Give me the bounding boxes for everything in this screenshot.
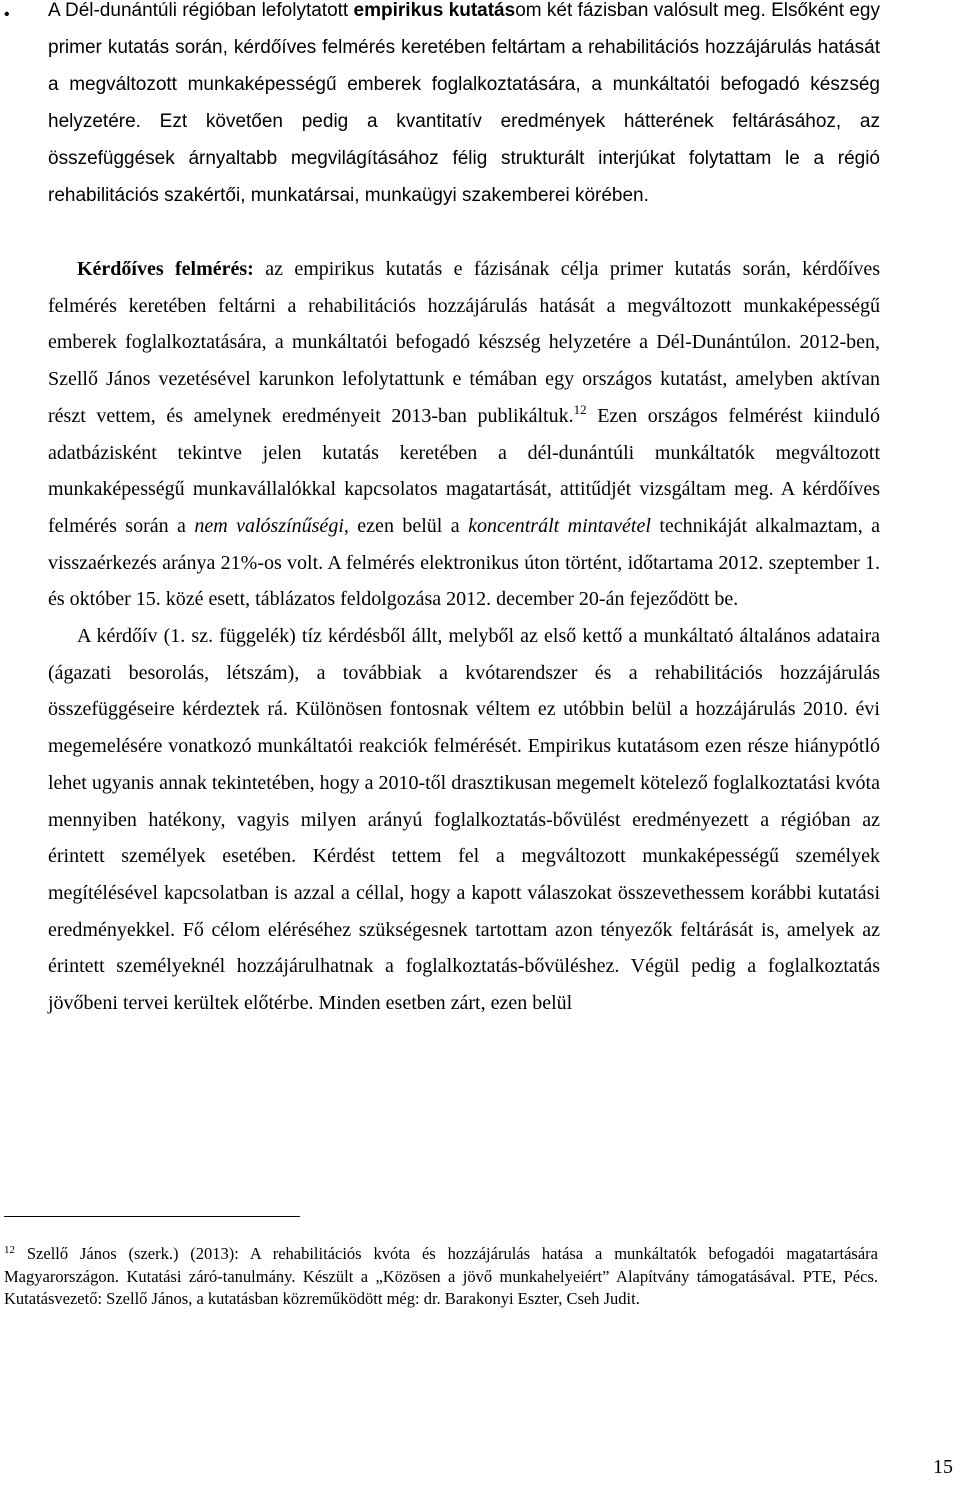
footnote — [4, 1243, 878, 1311]
bullet-bold-term: empirikus kutatás — [353, 0, 516, 21]
bullet-paragraph — [48, 0, 880, 214]
paragraph-text-part-3: , ezen belül a — [343, 514, 469, 537]
italic-term-sampling: koncentrált mintavétel — [468, 514, 651, 537]
italic-term-nonprobability: nem valószínűségi — [194, 514, 344, 537]
footnote-separator — [4, 1216, 300, 1217]
body-text — [48, 251, 880, 1022]
paragraph-questionnaire-structure: A kérdőív (1. sz. függelék) tíz kérdésből állt, melyből az első kettő a munkáltató általános adataira (ágazati besorolás, létszám), a továbbiak a kvótarendszer és a rehabilitációs hozzájárulás összefüggéseire kérdeztek rá. Különösen fontosnak véltem ez utóbbin belül a hozzájárulás 2010. évi megemelésére vonatkozó munkáltatói reakciók felmérését. Empirikus kutatásom ezen része hiánypótló lehet ugyanis annak tekintetében, hogy a 2010-től drasztikusan megemelt kötelező foglalkoztatási kvóta mennyiben hatékony, vagyis milyen arányú foglalkoztatás-bővülést eredményezett a régióban az érintett személyek esetében. Kérdést tettem fel a megváltozott munkaképességű személyek megítélésével kapcsolatban is azzal a céllal, hogy a kapott válaszokat összevethessem korábbi kutatási eredményekkel. Fő célom eléréséhez szükségesnek tartottam azon tényezők feltárását is, amelyek az érintett személyeknél hozzájárulhatnak a foglalkoztatás-bővüléshez. Végül pedig a foglalkoztatás jövőbeni tervei kerültek előtérbe. Minden esetben zárt, ezen belül — [48, 625, 880, 1015]
bullet-point-icon: • — [4, 6, 10, 23]
paragraph-questionnaire — [48, 251, 880, 618]
footnote-text: Szellő János (szerk.) (2013): A rehabilitációs kvóta és hozzájárulás hatása a munkáltatók befogadói magatartására Magyarországon. Kutatási záró-tanulmány. Készült a „Közösen a jövő munkahelyeiért” Alapítvány támogatásával. PTE, Pécs. Kutatásvezető: Szellő János, a kutatásban közreműködött még: dr. Barakonyi Eszter, Cseh Judit. — [4, 1244, 878, 1308]
bullet-text-start: A Dél-dunántúli régióban lefolytatott — [48, 0, 354, 21]
paragraph-bold-lead: Kérdőíves felmérés: — [77, 258, 254, 280]
paragraph-text-part-2: Ezen országos felmérést kiinduló adatbázisként tekintve jelen kutatás keretében a dél-dunántúli munkáltatók megváltozott munkaképességű munkavállalókkal kapcsolatos magatartását, attitűdjét vizsgáltam meg. A kérdőíves felmérés során a — [48, 404, 880, 537]
paragraph-text-part-4: technikáját alkalmaztam, a visszaérkezés aránya 21%-os volt. A felmérés elektronikus úton történt, időtartama 2012. szeptember 1. és október 15. közé esett, táblázatos feldolgozása 2012. december 20-án fejeződött be. — [48, 514, 881, 611]
footnote-reference[interactable]: 12 — [573, 401, 587, 417]
page-number: 15 — [933, 1456, 953, 1478]
bullet-text-rest: om két fázisban valósult meg. Elsőként egy primer kutatás során, kérdőíves felmérés keretében feltártam a rehabilitációs hozzájárulás hatását a megváltozott munkaképességű emberek foglalkoztatására, a munkáltatói befogadó készség helyzetére. Ezt követően pedig a kvantitatív eredmények hátterének feltárásához, az összefüggések árnyaltabb megvilágításához félig strukturált interjúkat folytattam le a régió rehabilitációs szakértői, munkatársai, munkaügyi szakemberei körében. — [48, 0, 880, 206]
paragraph-text-part-1: az empirikus kutatás e fázisának célja primer kutatás során, kérdőíves felmérés keretében feltárni a rehabilitációs hozzájárulás hatását a megváltozott munkaképességű emberek foglalkoztatására, a munkáltatói befogadó készség helyzetére a Dél-Dunántúlon. 2012-ben, Szellő János vezetésével karunkon lefolytattunk e témában egy országos kutatást, amelyben aktívan részt vettem, és amelynek eredményeit 2013-ban publikáltuk. — [48, 258, 880, 427]
footnote-number: 12 — [4, 1244, 15, 1256]
